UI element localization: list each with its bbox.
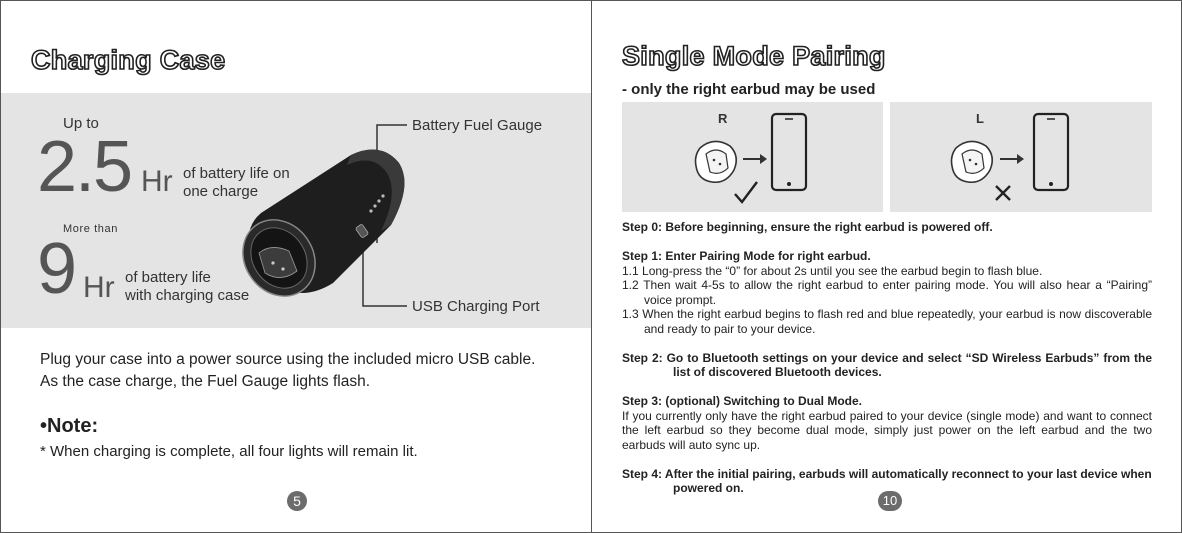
step-3-text: If you currently only have the right earbud paired to your device (single mode) and want to connect the left earbud so they become dual mode, simply just power on the left earbud and the two earbuds will auto sync up.: [622, 408, 1152, 452]
step-0: Step 0: Before beginning, ensure the right earbud is powered off.: [622, 220, 993, 234]
battery-fuel-gauge-label: Battery Fuel Gauge: [412, 117, 543, 134]
right-earbud-pairing-illustration: [622, 102, 883, 212]
step-1-3: 1.3 When the right earbud begins to flash red and blue repeatedly, your earbud is now discoverable and ready to pair to your device.: [622, 307, 1152, 336]
battery-life-line-2: one charge: [183, 183, 259, 200]
hours-unit-1: Hr: [141, 165, 173, 198]
arrow-right-icon: [743, 154, 767, 164]
step-1-2: 1.2 Then wait 4-5s to allow the right earbud to enter pairing mode. You will also hear a “Pairing” voice prompt.: [622, 278, 1152, 307]
left-earbud-panel: [890, 102, 1152, 212]
earbud-icon: [952, 141, 993, 182]
instruction-line-1: Plug your case into a power source using the included micro USB cable.: [40, 351, 536, 368]
step-1-1: 1.1 Long-press the “0” for about 2s until you see the earbud begin to flash blue.: [622, 263, 1043, 278]
instructions-paragraph: [40, 349, 585, 393]
earbud-icon: [696, 141, 737, 182]
page-number: 5: [287, 491, 307, 511]
left-earbud-label: L: [976, 111, 984, 126]
hero-banner: [1, 93, 592, 328]
smartphone-icon: [1034, 114, 1068, 190]
right-earbud-panel: [622, 102, 883, 212]
page-number: 10: [878, 491, 902, 511]
battery-case-line-2: with charging case: [125, 287, 250, 304]
usb-charging-port-label: USB Charging Port: [412, 298, 540, 315]
hours-unit-2: Hr: [83, 271, 115, 304]
pairing-steps: [622, 220, 1152, 496]
battery-case-line-1: of battery life: [125, 269, 211, 286]
step-4: Step 4: After the initial pairing, earbuds will automatically reconnect to your last device when powered on.: [622, 466, 1152, 495]
more-than-label: More than: [63, 223, 118, 235]
page-title: Single Mode Pairing: [622, 41, 886, 71]
cross-icon: [996, 186, 1010, 200]
case-body: [241, 150, 404, 311]
right-page: [591, 0, 1182, 533]
big-number-2-5: 2.5: [37, 127, 132, 207]
step-1-title: Step 1: Enter Pairing Mode for right earbud.: [622, 249, 871, 263]
up-to-label: Up to: [63, 115, 99, 132]
arrow-right-icon: [1000, 154, 1024, 164]
step-2: Step 2: Go to Bluetooth settings on your device and select “SD Wireless Earbuds” from the list of discovered Bluetooth devices.: [622, 350, 1152, 379]
smartphone-icon: [772, 114, 806, 190]
page-subtitle: - only the right earbud may be used: [622, 81, 876, 98]
right-earbud-label: R: [718, 111, 728, 126]
note-text: * When charging is complete, all four lights will remain lit.: [40, 443, 418, 460]
instruction-line-2: As the case charge, the Fuel Gauge lights flash.: [40, 373, 370, 390]
step-3-title: Step 3: (optional) Switching to Dual Mode.: [622, 394, 862, 408]
page-title: Charging Case: [31, 45, 226, 75]
big-number-9: 9: [37, 229, 78, 309]
battery-life-line-1: of battery life on: [183, 165, 290, 182]
note-heading: •Note:: [40, 415, 99, 437]
checkmark-icon: [735, 182, 757, 202]
left-earbud-pairing-illustration: [890, 102, 1152, 212]
